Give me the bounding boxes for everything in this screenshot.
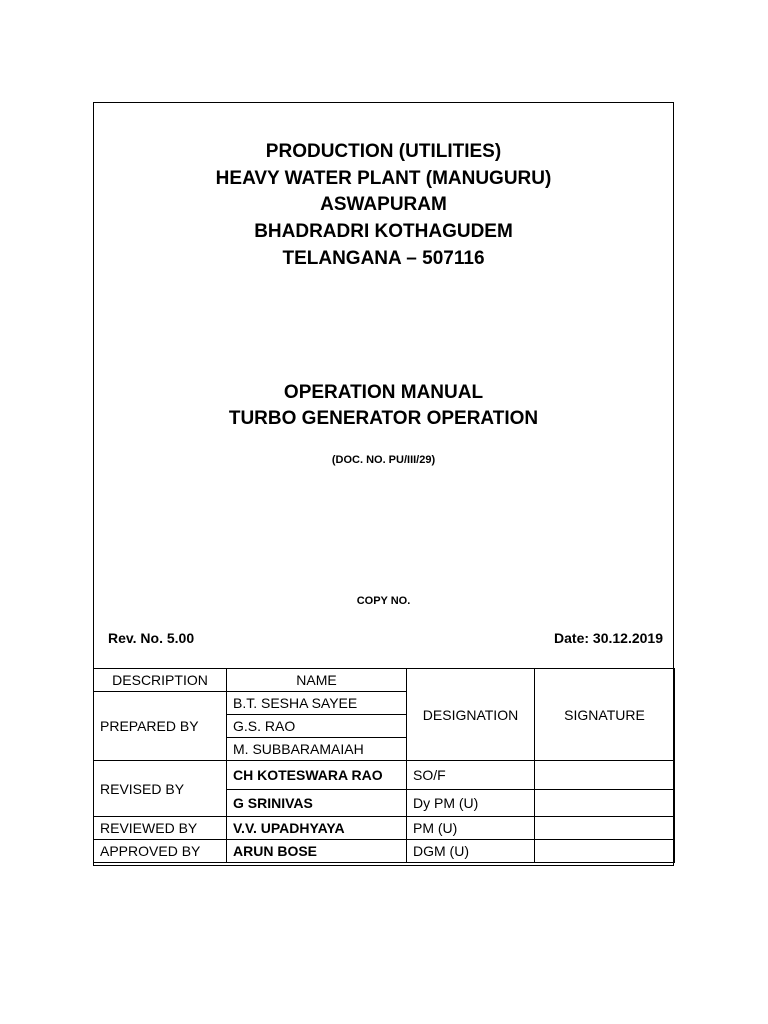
prepared-by-name-2: G.S. RAO — [227, 715, 407, 738]
header-signature: SIGNATURE — [535, 669, 675, 761]
table-row — [94, 761, 675, 790]
header-name: NAME — [227, 669, 407, 692]
header-designation: DESIGNATION — [407, 669, 535, 761]
signature-cell — [535, 840, 675, 863]
revised-by-designation-2: Dy PM (U) — [407, 790, 535, 817]
revision-date: Date: 30.12.2019 — [554, 630, 663, 646]
org-line-3: ASWAPURAM — [320, 194, 447, 215]
approved-by-name: ARUN BOSE — [227, 840, 407, 863]
org-line-4: BHADRADRI KOTHAGUDEM — [254, 221, 513, 242]
reviewed-by-name: V.V. UPADHYAYA — [227, 817, 407, 840]
manual-title: OPERATION MANUAL — [283, 382, 484, 403]
revision-number: Rev. No. 5.00 — [108, 630, 195, 646]
signature-cell — [535, 790, 675, 817]
prepared-by-label: PREPARED BY — [94, 692, 227, 761]
revised-by-designation-1: SO/F — [407, 761, 535, 790]
reviewed-by-designation: PM (U) — [407, 817, 535, 840]
approval-table — [93, 668, 675, 863]
prepared-by-name-1: B.T. SESHA SAYEE — [227, 692, 407, 715]
header-description: DESCRIPTION — [94, 669, 227, 692]
prepared-by-name-3: M. SUBBARAMAIAH — [227, 738, 407, 761]
table-header-row — [94, 669, 675, 692]
org-line-5: TELANGANA – 507116 — [282, 248, 485, 269]
org-line-2: HEAVY WATER PLANT (MANUGURU) — [215, 168, 552, 189]
revised-by-name-2: G SRINIVAS — [227, 790, 407, 817]
document-frame — [93, 102, 674, 866]
revised-by-name-1: CH KOTESWARA RAO — [227, 761, 407, 790]
copy-number: COPY NO. — [356, 595, 411, 607]
signature-cell — [535, 817, 675, 840]
approved-by-designation: DGM (U) — [407, 840, 535, 863]
approved-by-label: APPROVED BY — [94, 840, 227, 863]
table-row — [94, 817, 675, 840]
signature-cell — [535, 761, 675, 790]
manual-subtitle: TURBO GENERATOR OPERATION — [228, 408, 539, 429]
org-line-1: PRODUCTION (UTILITIES) — [265, 141, 502, 162]
revised-by-label: REVISED BY — [94, 761, 227, 817]
table-row — [94, 840, 675, 863]
reviewed-by-label: REVIEWED BY — [94, 817, 227, 840]
doc-number: (DOC. NO. PU/III/29) — [331, 454, 436, 466]
